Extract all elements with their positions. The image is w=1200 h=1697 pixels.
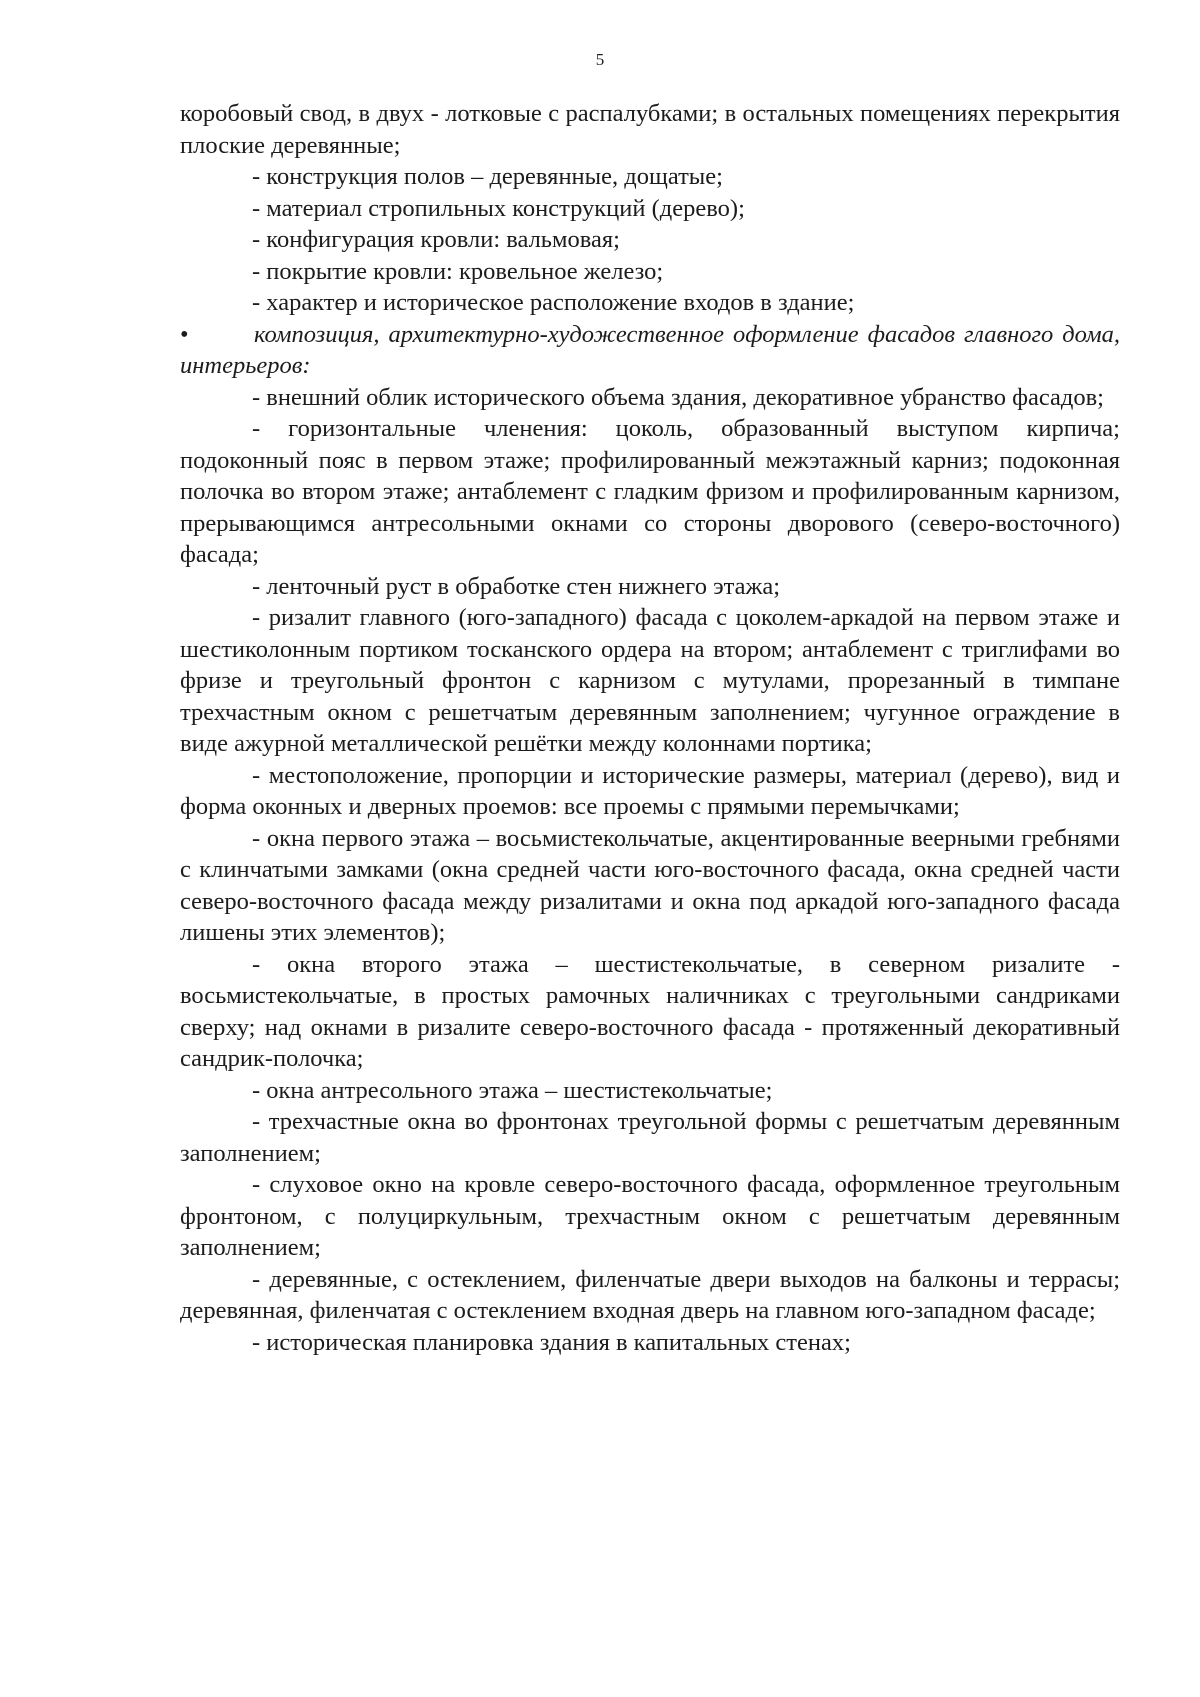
list-item: - окна антресольного этажа – шестистекольчатые; [252,1076,773,1104]
page-number: 5 [595,50,605,69]
list-item: - конфигурация кровли: вальмовая; [252,226,620,253]
list-item: - слуховое окно на кровле северо-восточного фасада, оформленное треугольным фронтоном, с полуциркульным, трехчастным окном с решетчатым деревянным заполнением; [180,1171,1120,1261]
list-item: - деревянные, с остеклением, филенчатые двери выходов на балконы и террасы; деревянная, филенчатая с остеклением входная дверь на главном юго-западном фасаде; [180,1265,1120,1324]
list-item: - трехчастные окна во фронтонах треугольной формы с решетчатым деревянным заполнением; [180,1108,1120,1167]
list-item: - окна первого этажа – восьмистекольчатые, акцентированные веерными гребнями с клинчатыми замками (окна средней части юго-восточного фасада, окна средней части северо-восточного фасада между ризалитами и окна под аркадой юго-западного фасада лишены этих элементов); [180,824,1120,946]
bullet-icon: • [180,320,189,348]
list-item: - покрытие кровли: кровельное железо; [252,257,664,285]
list-item: - окна второго этажа – шестистекольчатые, в северном ризалите - восьмистекольчатые, в простых рамочных наличниках с треугольными сандриками сверху; над окнами в ризалите северо-восточного фасада - протяженный декоративный сандрик-полочка; [180,950,1120,1072]
paragraph-intro: коробовый свод, в двух - лотковые с распалубками; в остальных помещениях перекрытия плоские деревянные; [180,100,1120,159]
list-item: - материал стропильных конструкций (дерево); [252,194,745,222]
list-item: - местоположение, пропорции и исторические размеры, материал (дерево), вид и форма оконных и дверных проемов: все проемы с прямыми перемычками; [180,761,1120,820]
list-item: - ризалит главного (юго-западного) фасада с цоколем-аркадой на первом этаже и шестиколонным портиком тосканского ордера на втором; антаблемент с триглифами во фризе и треугольный фронтон с карнизом с мутулами, прорезанный в тимпане трехчастным окном с решетчатым деревянным заполнением; чугунное ограждение в виде ажурной металлической решётки между колоннами портика; [180,604,1120,757]
document-body [180,98,1120,1358]
list-item: - характер и историческое расположение входов в здание; [252,289,855,316]
list-item: - горизонтальные членения: цоколь, образованный выступом кирпича; подоконный пояс в первом этаже; профилированный межэтажный карниз; подоконная полочка во втором этаже; антаблемент с гладким фризом и профилированным карнизом, прерывающимся антресольными окнами со стороны дворового (северо-восточного) фасада; [180,415,1120,568]
bullet-heading-item [180,319,1120,382]
list-item: - ленточный руст в обработке стен нижнего этажа; [252,572,781,600]
list-item: - конструкция полов – деревянные, дощатые; [252,163,723,190]
list-item: - историческая планировка здания в капитальных стенах; [252,1328,851,1356]
list-item: - внешний облик исторического объема здания, декоративное убранство фасадов; [252,383,1104,411]
bullet-heading-text: композиция, архитектурно-художественное оформление фасадов главного дома, интерьеров: [180,320,1120,379]
